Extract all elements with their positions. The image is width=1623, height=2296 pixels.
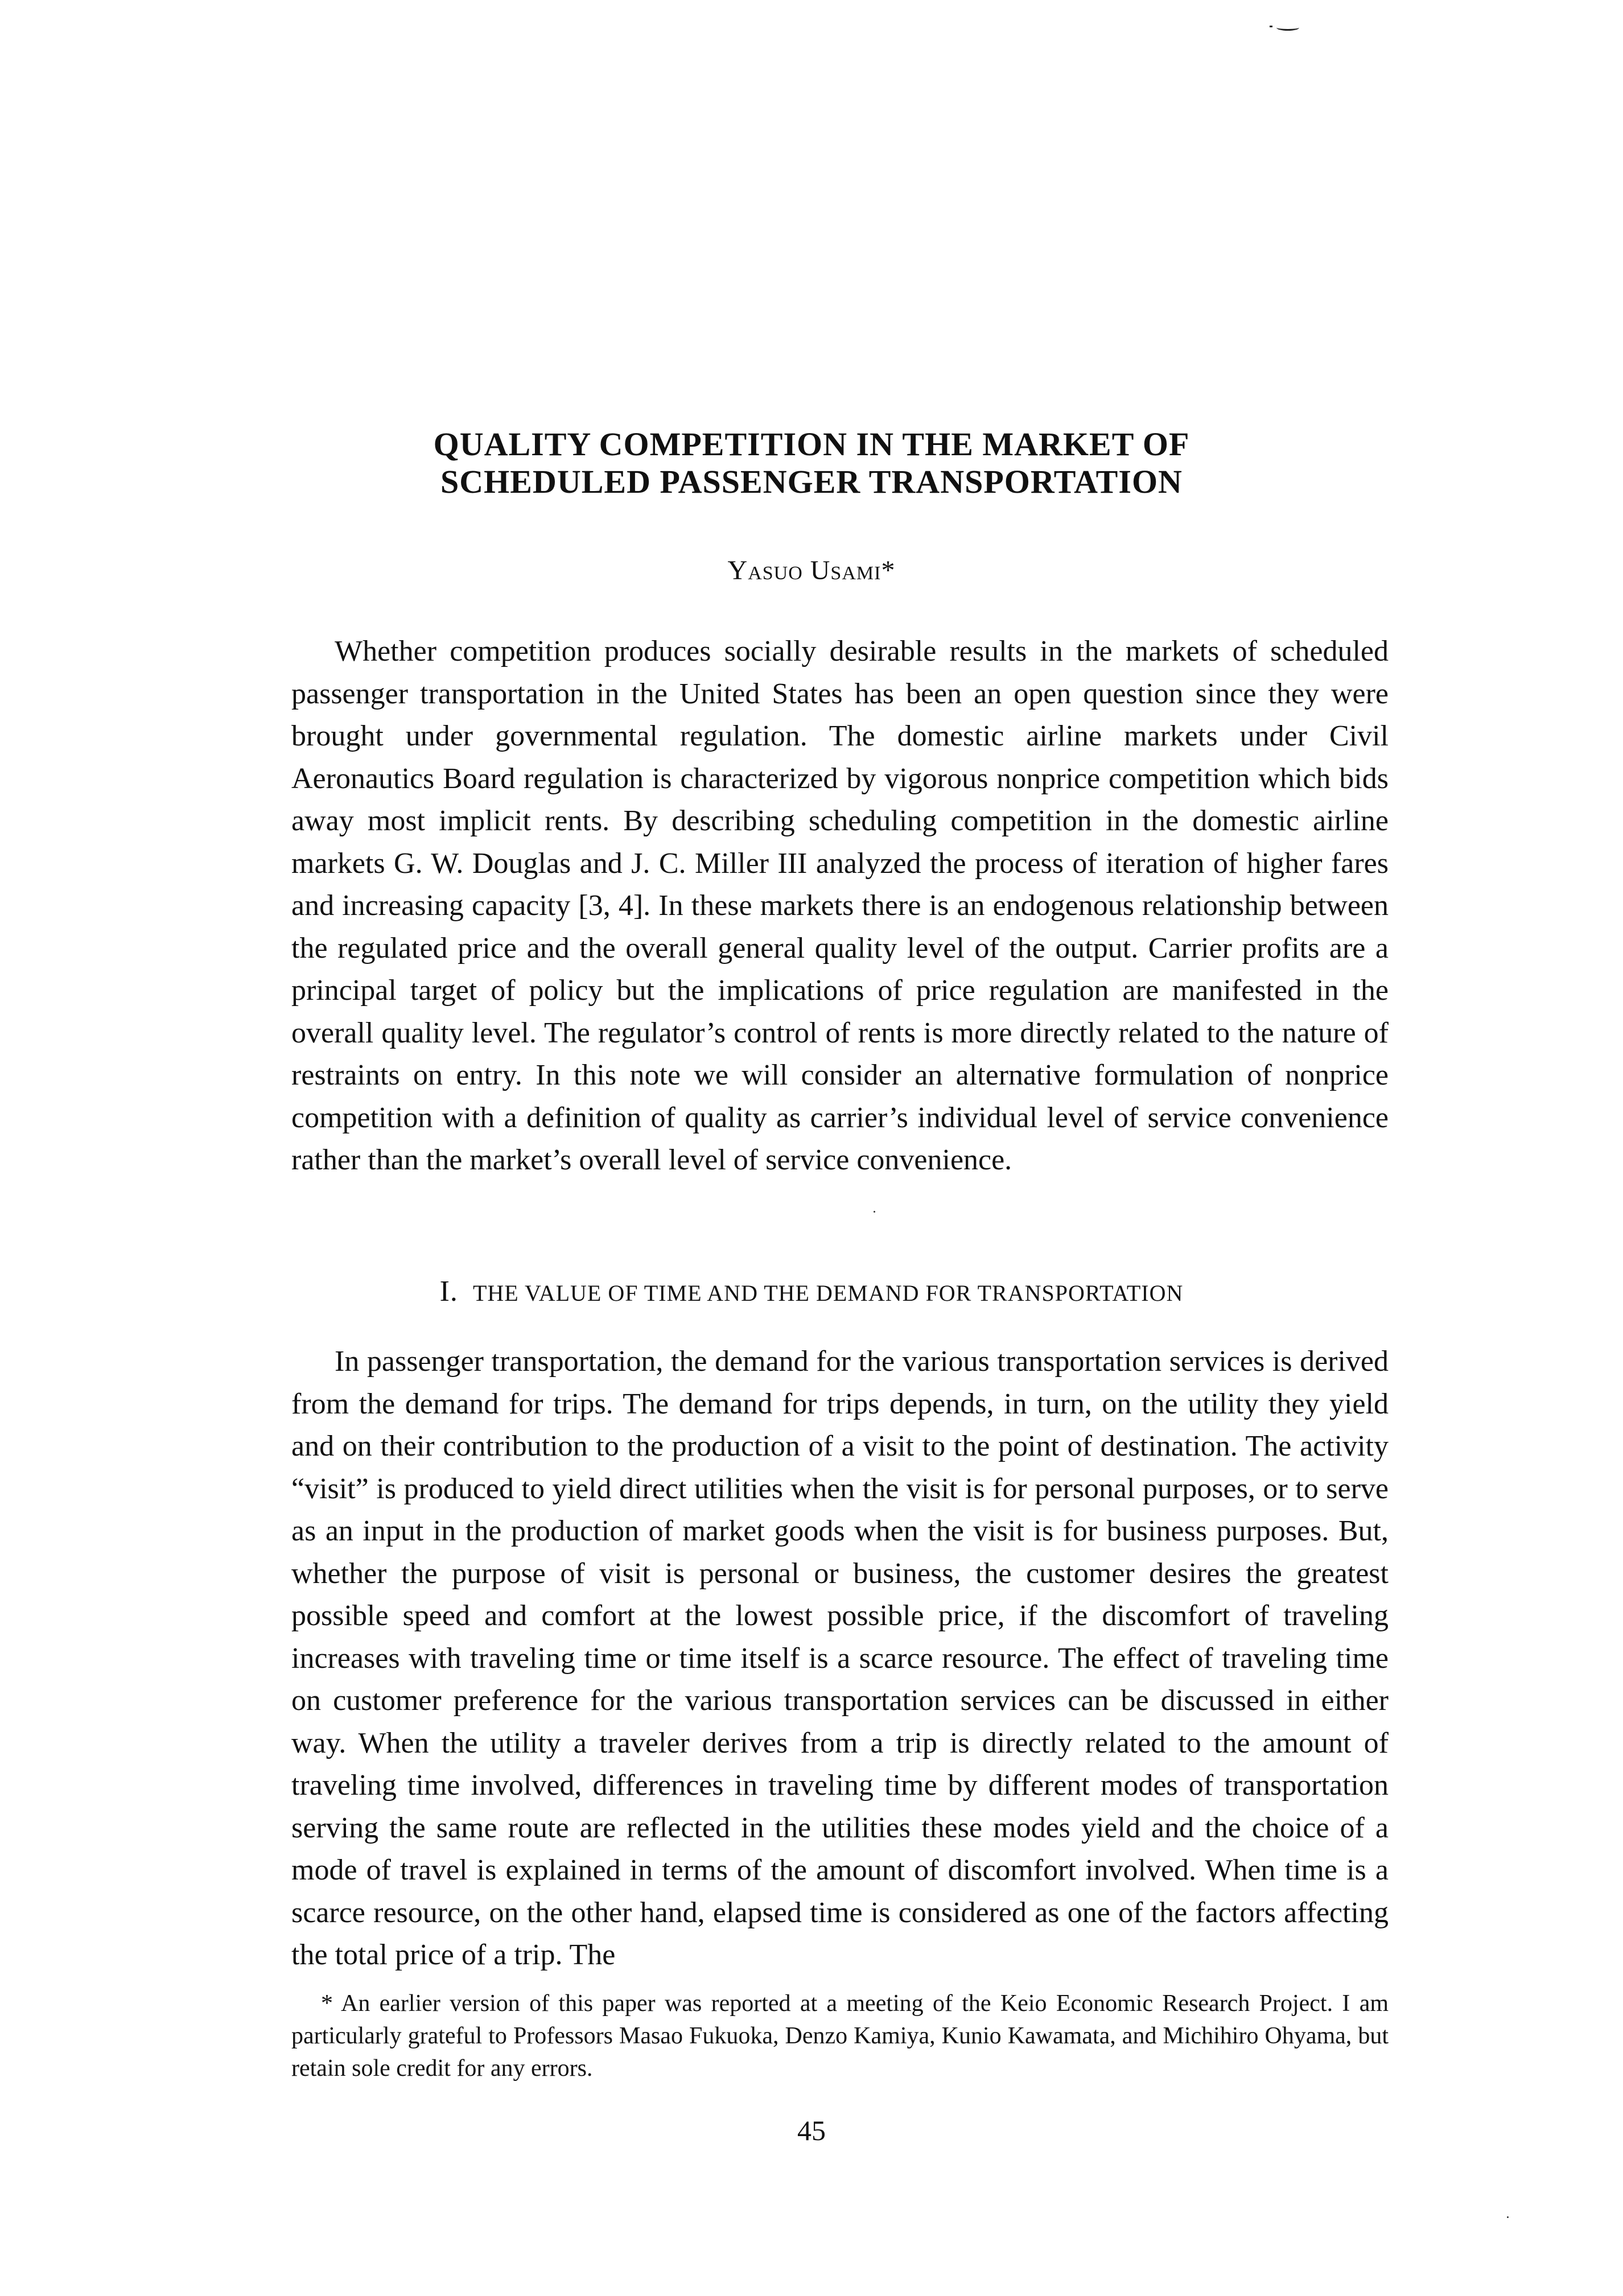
footnote [291, 1988, 1389, 2085]
section-number: I. [439, 1275, 458, 1308]
scan-speck [1507, 2216, 1509, 2218]
paper-title [0, 426, 1623, 501]
scan-artifact-mark [1276, 24, 1299, 31]
section-1-paragraph: In passenger transportation, the demand for the various transportation services is derived from the demand for trips. The demand for trips depends, in turn, on the utility they yield and on their contribution to the production of a visit to the point of destination. The activity “visit” is produced to yield direct utilities when the visit is for personal purposes, or to serve as an input in the production of market goods when the visit is for business purposes. But, whether the purpose of visit is personal or business, the customer desires the greatest possible speed and comfort at the lowest possible price, if the discomfort of traveling increases with traveling time or time itself is a scarce resource. The effect of traveling time on customer preference for the various transportation services can be discussed in either way. When the utility a traveler derives from a trip is directly related to the amount of traveling time involved, differences in traveling time by different modes of transportation serving the same route are reflected in the utilities these modes yield and the choice of a mode of travel is explained in terms of the amount of discomfort involved. When time is a scarce resource, on the other hand, elapsed time is considered as one of the factors affecting the total price of a trip. The [291, 1345, 1389, 1971]
footnote-text: * An earlier version of this paper was reported at a meeting of the Keio Economic Research Project. I am particularly grateful to Professors Masao Fukuoka, Denzo Kamiya, Kunio Kawamata, and Michihiro Ohyama, but retain sole credit for any errors. [291, 1990, 1389, 2081]
title-line-1: QUALITY COMPETITION IN THE MARKET OF [433, 426, 1190, 463]
section-title: THE VALUE OF TIME AND THE DEMAND FOR TRANSPORTATION [472, 1280, 1184, 1306]
title-line-2: SCHEDULED PASSENGER TRANSPORTATION [440, 463, 1183, 500]
intro-paragraph: Whether competition produces socially desirable results in the markets of scheduled passenger transportation in the United States has been an open question since they were brought under governmental regulation. The domestic airline markets under Civil Aeronautics Board regulation is characterized by vigorous nonprice competition which bids away most implicit rents. By describing scheduling competition in the domestic airline markets G. W. Douglas and J. C. Miller III analyzed the process of iteration of higher fares and increasing capacity [3, 4]. In these markets there is an endogenous relationship between the regulated price and the overall general quality level of the output. Carrier profits are a principal target of policy but the implications of price regulation are manifested in the overall quality level. The regulator’s control of rents is more directly related to the nature of restraints on entry. In this note we will consider an alternative formulation of nonprice competition with a definition of quality as carrier’s individual level of service convenience rather than the market’s overall level of service convenience. [291, 635, 1389, 1176]
author-name: Yasuo Usami* [727, 555, 896, 586]
scan-speck [874, 1211, 875, 1213]
section-heading [0, 1275, 1623, 1310]
intro-section [291, 630, 1389, 1182]
page-number: 45 [797, 2114, 826, 2146]
section-1-body [291, 1341, 1389, 1977]
